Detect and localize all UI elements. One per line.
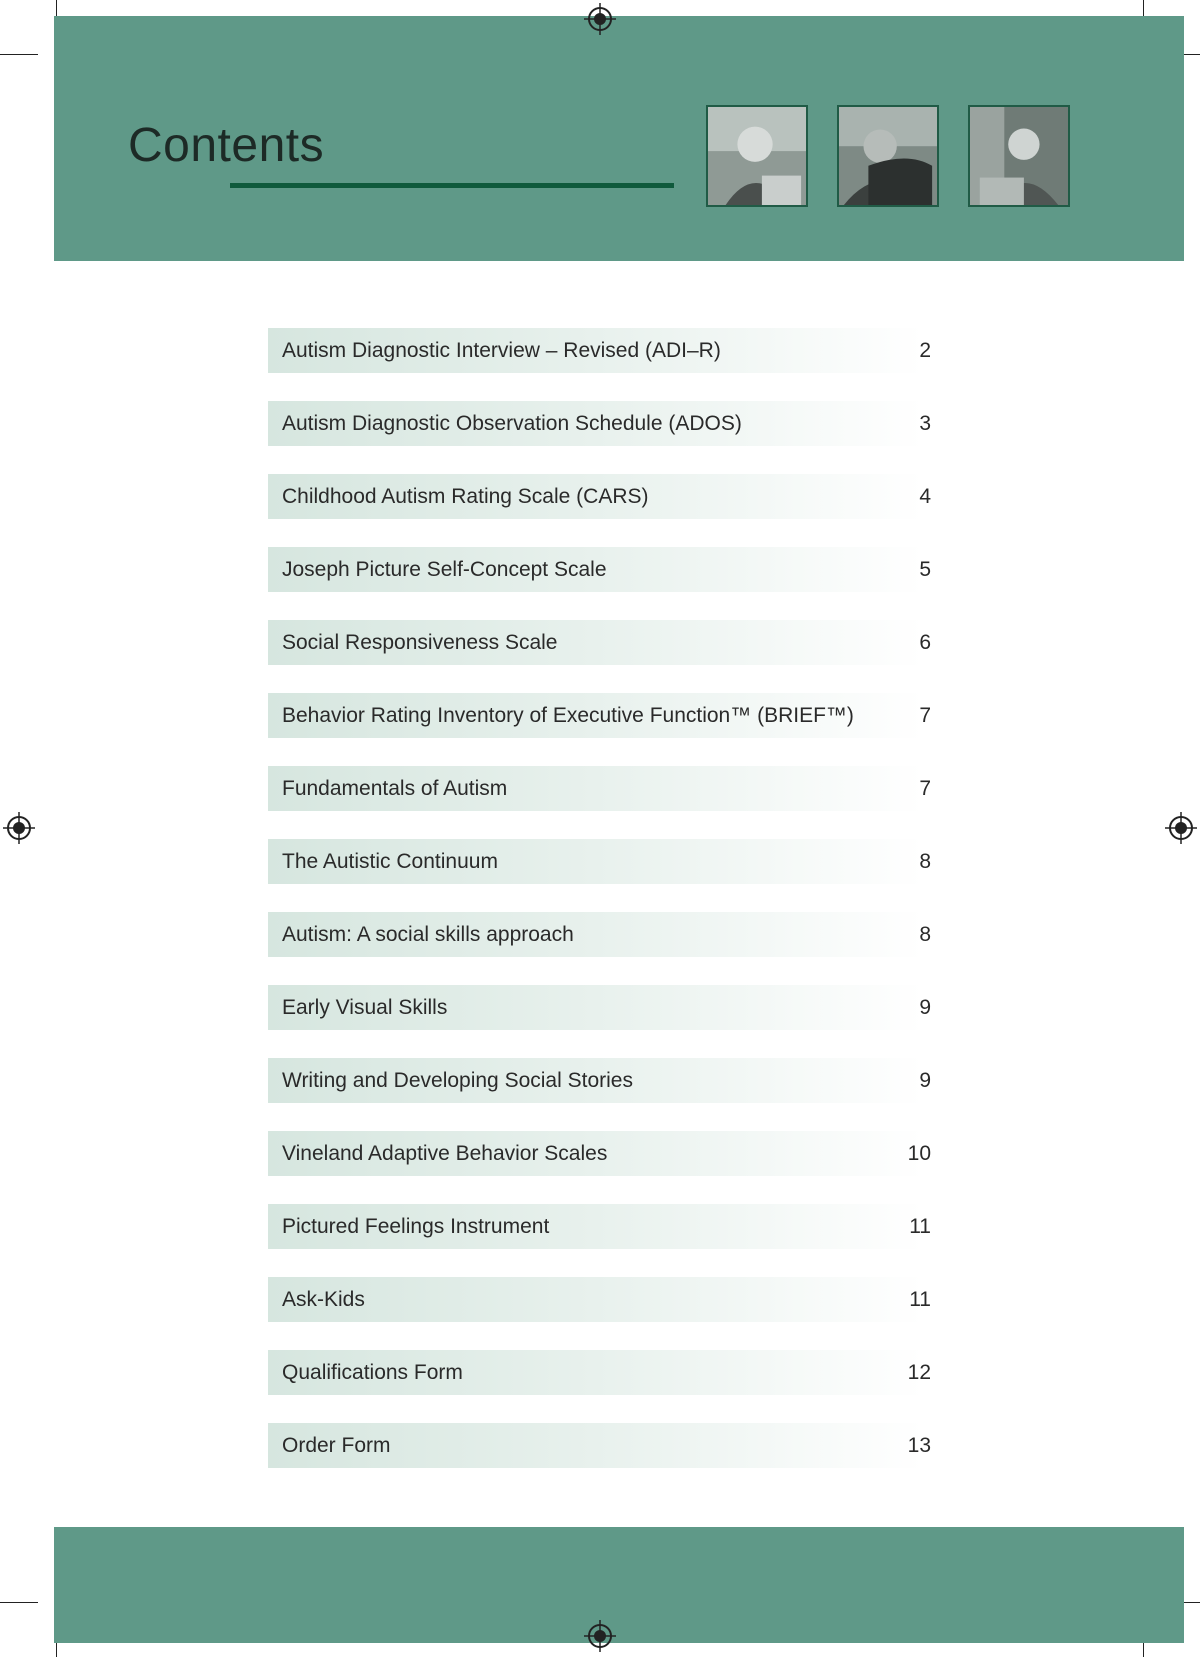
toc-entry-title: Autism: A social skills approach <box>282 922 574 946</box>
toc-entry-page: 6 <box>919 630 931 654</box>
toc-entry[interactable] <box>268 1277 940 1322</box>
toc-entry-title: Childhood Autism Rating Scale (CARS) <box>282 484 649 508</box>
toc-entry[interactable] <box>268 328 940 373</box>
registration-mark-icon <box>584 3 616 35</box>
toc-row-bar <box>268 1277 923 1322</box>
toc-entry-title: Social Responsiveness Scale <box>282 630 558 654</box>
crop-mark <box>0 54 38 55</box>
toc-entry-title: Qualifications Form <box>282 1360 463 1384</box>
toc-entry-title: Autism Diagnostic Interview – Revised (ADI–R) <box>282 338 721 362</box>
toc-entry-title: Joseph Picture Self-Concept Scale <box>282 557 607 581</box>
toc-entry-page: 11 <box>909 1214 931 1238</box>
toc-entry-page: 9 <box>919 1068 931 1092</box>
toc-entry-title: Early Visual Skills <box>282 995 448 1019</box>
toc-entry-page: 11 <box>909 1287 931 1311</box>
toc-entry[interactable] <box>268 985 940 1030</box>
toc-entry-title: Autism Diagnostic Observation Schedule (ADOS) <box>282 411 742 435</box>
toc-entry-page: 7 <box>919 703 931 727</box>
toc-entry-title: Pictured Feelings Instrument <box>282 1214 550 1238</box>
child-portrait-photo <box>837 105 939 207</box>
toc-entry[interactable] <box>268 401 940 446</box>
child-portrait-photo <box>706 105 808 207</box>
toc-entry-page: 12 <box>907 1360 931 1384</box>
toc-entry[interactable] <box>268 474 940 519</box>
page-title: Contents <box>128 119 325 172</box>
registration-mark-icon <box>584 1620 616 1652</box>
toc-entry-page: 3 <box>919 411 931 435</box>
toc-entry[interactable] <box>268 1204 940 1249</box>
toc-entry[interactable] <box>268 1058 940 1103</box>
registration-mark-icon <box>1165 812 1197 844</box>
crop-mark <box>0 1602 38 1603</box>
toc-entry-page: 4 <box>919 484 931 508</box>
child-portrait-photo <box>968 105 1070 207</box>
registration-mark-icon <box>3 812 35 844</box>
title-underline <box>230 183 674 188</box>
toc-entry-title: Ask-Kids <box>282 1287 365 1311</box>
toc-entry-title: Vineland Adaptive Behavior Scales <box>282 1141 608 1165</box>
toc-entry-page: 8 <box>919 922 931 946</box>
toc-entry-page: 13 <box>907 1433 931 1457</box>
toc-entry[interactable] <box>268 1131 940 1176</box>
toc-entry[interactable] <box>268 1350 940 1395</box>
toc-entry-page: 9 <box>919 995 931 1019</box>
toc-entry[interactable] <box>268 620 940 665</box>
toc-entry[interactable] <box>268 693 940 738</box>
toc-entry-title: Behavior Rating Inventory of Executive Function™ (BRIEF™) <box>282 703 854 727</box>
toc-entry-title: The Autistic Continuum <box>282 849 498 873</box>
toc-entry-page: 2 <box>919 338 931 362</box>
toc-entry[interactable] <box>268 839 940 884</box>
toc-entry-title: Writing and Developing Social Stories <box>282 1068 633 1092</box>
toc-entry-title: Order Form <box>282 1433 391 1457</box>
footer-band <box>54 1527 1184 1643</box>
table-of-contents <box>268 328 940 1496</box>
toc-entry-page: 7 <box>919 776 931 800</box>
toc-entry-title: Fundamentals of Autism <box>282 776 508 800</box>
toc-entry-page: 8 <box>919 849 931 873</box>
toc-entry[interactable] <box>268 912 940 957</box>
toc-entry[interactable] <box>268 1423 940 1468</box>
toc-entry-page: 10 <box>907 1141 931 1165</box>
toc-entry-page: 5 <box>919 557 931 581</box>
toc-entry[interactable] <box>268 547 940 592</box>
toc-entry[interactable] <box>268 766 940 811</box>
